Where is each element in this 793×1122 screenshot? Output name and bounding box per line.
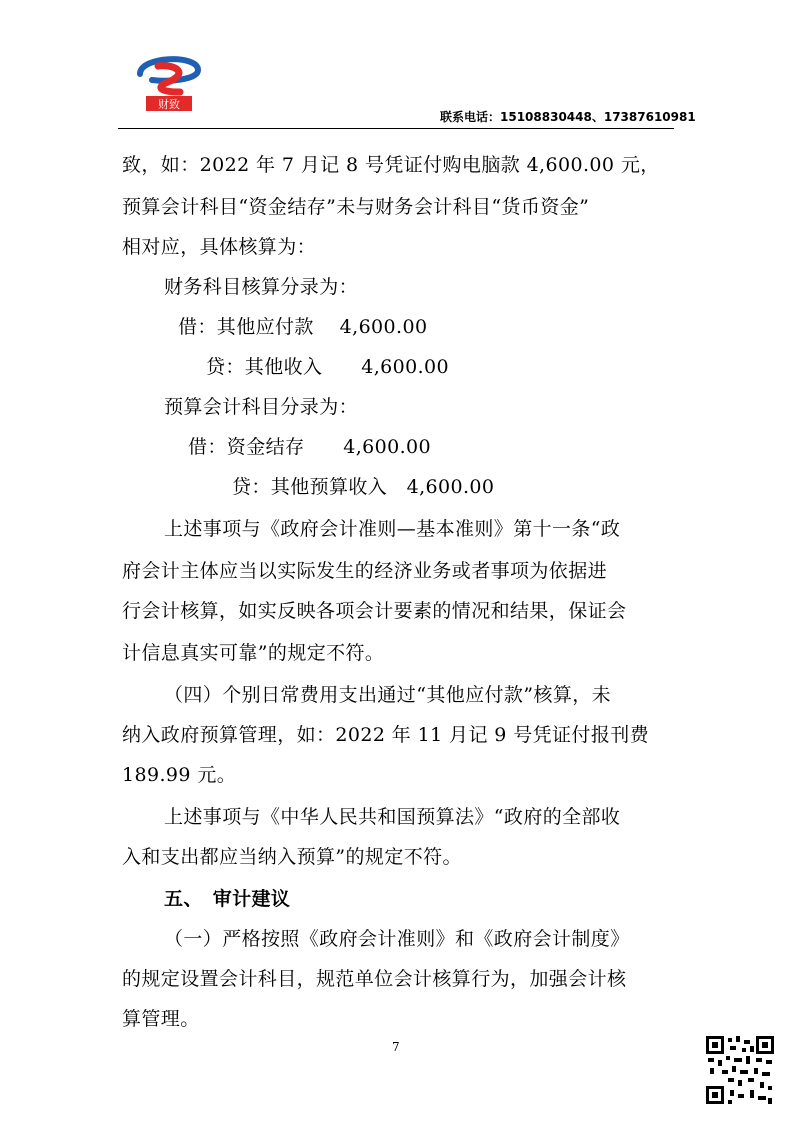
header-divider — [118, 128, 674, 129]
body-line: 入和支出都应当纳入预算”的规定不符。 — [122, 846, 462, 868]
body-line: 预算会计科目分录为： — [164, 396, 359, 418]
body-line: 相对应，具体核算为： — [122, 236, 317, 258]
page-number: 7 — [392, 1040, 400, 1054]
body-line: （一）严格按照《政府会计准则》和《政府会计制度》 — [164, 928, 630, 950]
journal-entry: 借：其他应付款 4,600.00 — [178, 316, 428, 338]
section-heading: 五、 审计建议 — [164, 888, 291, 910]
body-line: 府会计主体应当以实际发生的经济业务或者事项为依据进 — [122, 560, 608, 582]
body-line: 行会计核算，如实反映各项会计要素的情况和结果，保证会 — [122, 600, 627, 622]
logo-text: 财致 — [158, 98, 180, 111]
body-line: （四）个别日常费用支出通过“其他应付款”核算，未 — [164, 684, 612, 706]
journal-entry: 贷：其他收入 4,600.00 — [206, 356, 450, 378]
qr-code — [704, 1034, 776, 1106]
body-line: 算管理。 — [122, 1008, 200, 1030]
body-line: 上述事项与《政府会计准则—基本准则》第十一条“政 — [164, 518, 621, 540]
body-line: 纳入政府预算管理，如：2022 年 11 月记 9 号凭证付报刊费 — [122, 724, 650, 746]
journal-entry: 贷：其他预算收入 4,600.00 — [232, 476, 495, 498]
body-line: 的规定设置会计科目，规范单位会计核算行为，加强会计核 — [122, 968, 627, 990]
body-line: 致，如：2022 年 7 月记 8 号凭证付购电脑款 4,600.00 元， — [122, 154, 660, 176]
body-line: 财务科目核算分录为： — [164, 276, 359, 298]
body-line: 计信息真实可靠”的规定不符。 — [122, 642, 385, 664]
body-line: 预算会计科目“资金结存”未与财务会计科目“货币资金” — [122, 196, 590, 218]
body-line: 上述事项与《中华人民共和国预算法》“政府的全部收 — [164, 806, 621, 828]
company-logo — [128, 52, 210, 114]
contact-phone: 联系电话：15108830448、17387610981 — [440, 110, 696, 124]
journal-entry: 借：资金结存 4,600.00 — [188, 436, 432, 458]
body-line: 189.99 元。 — [122, 764, 237, 786]
